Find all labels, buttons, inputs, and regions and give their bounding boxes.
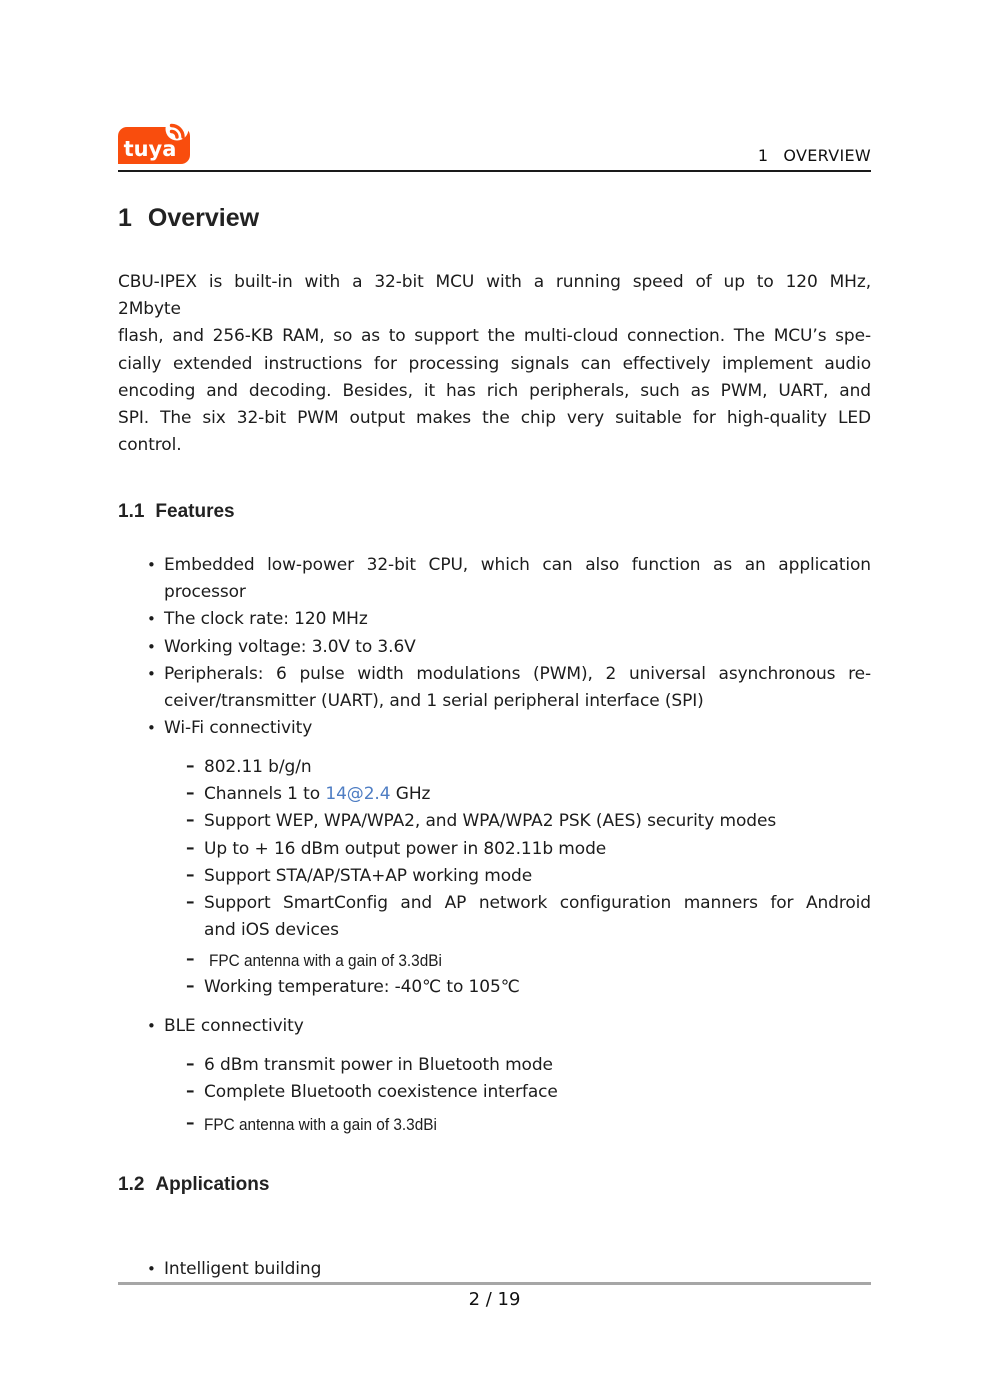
list-item-ble-connectivity: [118, 1013, 871, 1040]
dash-icon: –: [186, 949, 195, 970]
header-section-title: OVERVIEW: [783, 146, 871, 165]
wifi-sublist: [118, 754, 871, 1000]
dash-icon: –: [186, 837, 195, 858]
list-item-line: Support STA/AP/STA+AP working mode: [204, 865, 533, 886]
overview-paragraph: [118, 269, 871, 459]
section-heading-features: [118, 501, 871, 523]
channels-link[interactable]: 14@2.4: [325, 784, 391, 805]
paragraph-line: CBU-IPEX is built-in with a 32-bit MCU with a running speed of up to 120 MHz,: [118, 272, 871, 292]
bullet-icon: •: [147, 1017, 156, 1035]
list-item-line: Support WEP, WPA/WPA2, and WPA/WPA2 PSK (AES) security modes: [204, 811, 777, 832]
list-item: [118, 974, 871, 1000]
list-item: [118, 661, 871, 715]
list-item-line: Peripherals: 6 pulse width modulations (PWM), 2 universal asynchronous re-: [164, 663, 871, 684]
paragraph-line: control.: [118, 435, 182, 456]
list-item-line: Working temperature: -40℃ to 105℃: [204, 977, 520, 998]
channels-text: Channels 1 to: [204, 784, 326, 805]
dash-icon: –: [186, 892, 195, 913]
header-section-number: 1: [757, 146, 769, 165]
list-item: [118, 552, 871, 606]
features-list-continued: [118, 1013, 871, 1040]
list-item: [118, 606, 871, 633]
dash-icon: –: [186, 1113, 195, 1134]
dash-icon: –: [186, 1081, 195, 1102]
list-item-line: Embedded low-power 32-bit CPU, which can also function as an application: [164, 555, 871, 575]
dash-icon: –: [186, 1054, 195, 1074]
list-item-line: Complete Bluetooth coexistence interface: [204, 1082, 558, 1103]
list-item: [118, 1256, 871, 1283]
list-item-line: [204, 781, 871, 808]
applications-heading-number: 1.2: [118, 1174, 145, 1195]
features-heading-title: Features: [155, 501, 235, 522]
bullet-icon: •: [147, 556, 156, 574]
list-item-line: and iOS devices: [204, 920, 339, 941]
bullet-icon: •: [147, 610, 156, 629]
list-item: [118, 1052, 871, 1079]
bullet-icon: •: [147, 664, 156, 683]
logo-text: tuya: [123, 137, 177, 161]
applications-heading-title: Applications: [155, 1174, 270, 1195]
page-title: [118, 204, 871, 233]
header-rule: [118, 170, 871, 172]
paragraph-line: 2Mbyte: [118, 299, 181, 320]
paragraph-line: SPI. The six 32-bit PWM output makes the chip very suitable for high-quality LED: [118, 408, 871, 429]
list-item-line: FPC antenna with a gain of 3.3dBi: [209, 952, 442, 971]
list-item-wifi-connectivity: [118, 715, 871, 742]
channels-unit: GHz: [390, 784, 431, 805]
page-number: 2 / 19: [468, 1289, 521, 1310]
dash-icon: –: [186, 756, 195, 776]
paragraph-line: flash, and 256-KB RAM, so as to support the multi-cloud connection. The MCU’s spe-: [118, 326, 871, 347]
list-item: [118, 863, 871, 890]
footer-rule: [118, 1282, 871, 1285]
paragraph-line: encoding and decoding. Besides, it has rich peripherals, such as PWM, UART, and: [118, 380, 871, 401]
bullet-icon: •: [147, 1260, 156, 1278]
dash-icon: –: [186, 864, 195, 885]
list-item: [118, 781, 871, 808]
ble-sublist: [118, 1052, 871, 1138]
list-item-line: 6 dBm transmit power in Bluetooth mode: [204, 1055, 553, 1075]
list-item: [118, 890, 871, 944]
list-item: [118, 634, 871, 661]
list-item: [118, 754, 871, 781]
list-item-line: Wi-Fi connectivity: [164, 718, 313, 739]
list-item-line: BLE connectivity: [164, 1016, 304, 1036]
dash-icon: –: [186, 810, 195, 831]
list-item-line: processor: [164, 582, 246, 603]
list-item: [118, 836, 871, 863]
list-item-line: Working voltage: 3.0V to 3.6V: [164, 636, 416, 657]
list-item: [118, 808, 871, 835]
list-item: [118, 949, 871, 974]
list-item-line: Intelligent building: [164, 1259, 322, 1279]
paragraph-line: cially extended instructions for processing signals can effectively implement audio: [118, 353, 871, 374]
list-item-line: ceiver/transmitter (UART), and 1 serial peripheral interface (SPI): [164, 691, 704, 712]
bullet-icon: •: [147, 637, 156, 656]
title-text: Overview: [147, 204, 260, 232]
title-number: 1: [118, 204, 132, 232]
list-item-line: Support SmartConfig and AP network configuration manners for Android: [204, 893, 871, 914]
list-item-line: The clock rate: 120 MHz: [164, 609, 368, 630]
running-header: [758, 146, 871, 165]
list-item: [118, 1113, 871, 1138]
list-item-line: 802.11 b/g/n: [204, 757, 312, 777]
dash-icon: –: [186, 783, 195, 804]
applications-list: [118, 1256, 871, 1283]
features-heading-number: 1.1: [118, 501, 145, 522]
list-item-line: FPC antenna with a gain of 3.3dBi: [204, 1116, 437, 1135]
tuya-logo: [117, 118, 193, 164]
list-item-line: Up to + 16 dBm output power in 802.11b mode: [204, 838, 607, 859]
section-heading-applications: [118, 1174, 871, 1196]
list-item: [118, 1079, 871, 1106]
bullet-icon: •: [147, 719, 156, 738]
features-list: [118, 552, 871, 742]
dash-icon: –: [186, 976, 195, 997]
